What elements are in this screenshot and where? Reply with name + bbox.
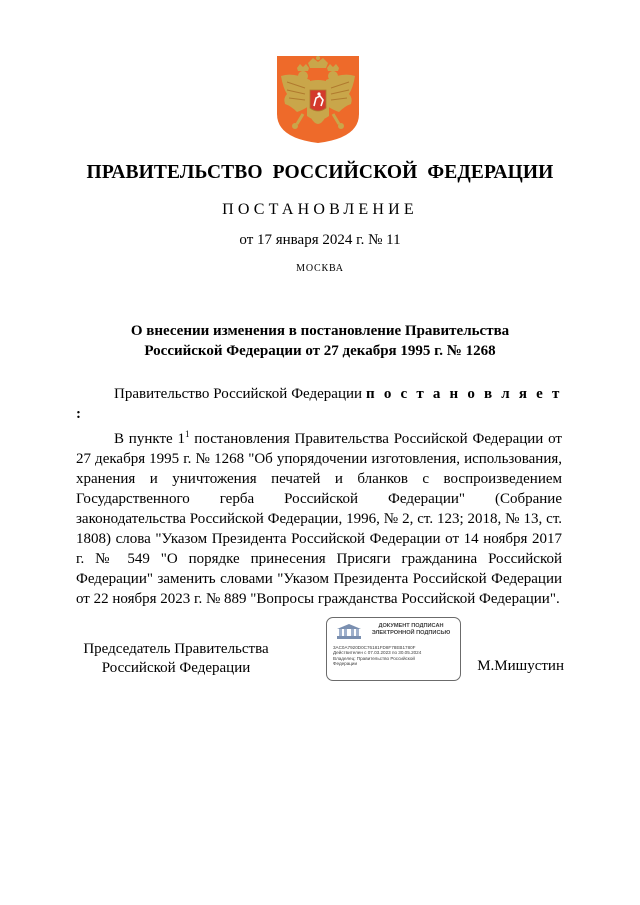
russian-coat-of-arms-icon [275, 54, 361, 144]
coat-of-arms [275, 54, 361, 144]
main-paragraph [76, 424, 562, 609]
certificate-number: 3AC0A7920D0C76181FD8F78EB1780F [333, 645, 416, 650]
paragraph-rest: постановления Правительства Российской Федерации от 27 декабря 1995 г. № 1268 "Об упорядочении изготовления, использования, хранения и уничтожения печатей и бланков с воспроизведением Государственного герба Российской Федерации" (Собрание законодательства Российской Федерации, 1996, № 2, ст. 123; 2018, № 13, ст. 1808) слова "Указом Президента Российской Федерации от 14 ноября 2017 г. № 549 "О порядке принесения Присяги гражданина Российской Федерации" заменить словами "Указом Президента Российской Федерации от 22 ноября 2023 г. № 889 "Вопросы гражданства Российской Федерации". [76, 431, 562, 607]
subject-line-1: О внесении изменения в постановление Правительства [130, 323, 510, 339]
signatory-name: М.Мишустин [477, 658, 564, 674]
preamble-verb: п о с т а н о в л я е т : [76, 386, 562, 422]
paragraph-start: В пункте 1 [114, 431, 185, 447]
signatory-position [76, 640, 276, 678]
city-name: МОСКВА [296, 263, 344, 274]
preamble [76, 384, 562, 424]
government-title: ПРАВИТЕЛЬСТВО РОССИЙСКОЙ ФЕДЕРАЦИИ [86, 162, 554, 183]
emblem-icon [336, 623, 362, 641]
position-line-2: Российской Федерации [101, 660, 251, 676]
preamble-text: Правительство Российской Федерации [114, 386, 367, 402]
certificate-owner-line-1: Владелец: Правительство Российской [333, 655, 415, 661]
subject-line-2: Российской Федерации от 27 декабря 1995 г. № 1268 [144, 343, 496, 359]
decree-date-number: от 17 января 2024 г. № 11 [239, 232, 401, 248]
document-type: ПОСТАНОВЛЕНИЕ [222, 201, 418, 218]
electronic-signature-stamp [326, 617, 461, 681]
stamp-title-line-2: ЭЛЕКТРОННОЙ ПОДПИСЬЮ [371, 630, 451, 636]
stamp-title-line-1: ДОКУМЕНТ ПОДПИСАН [378, 623, 444, 629]
decree-subject [0, 321, 640, 361]
stamp-title [363, 623, 459, 637]
certificate-owner-line-2: Федерации [333, 661, 358, 667]
paragraph-superscript: 1 [184, 429, 190, 439]
decree-body [76, 384, 562, 609]
stamp-details [333, 645, 459, 667]
position-line-1: Председатель Правительства [83, 641, 269, 657]
certificate-validity: Действителен с 07.03.2023 по 30.05.2024 [333, 650, 422, 656]
